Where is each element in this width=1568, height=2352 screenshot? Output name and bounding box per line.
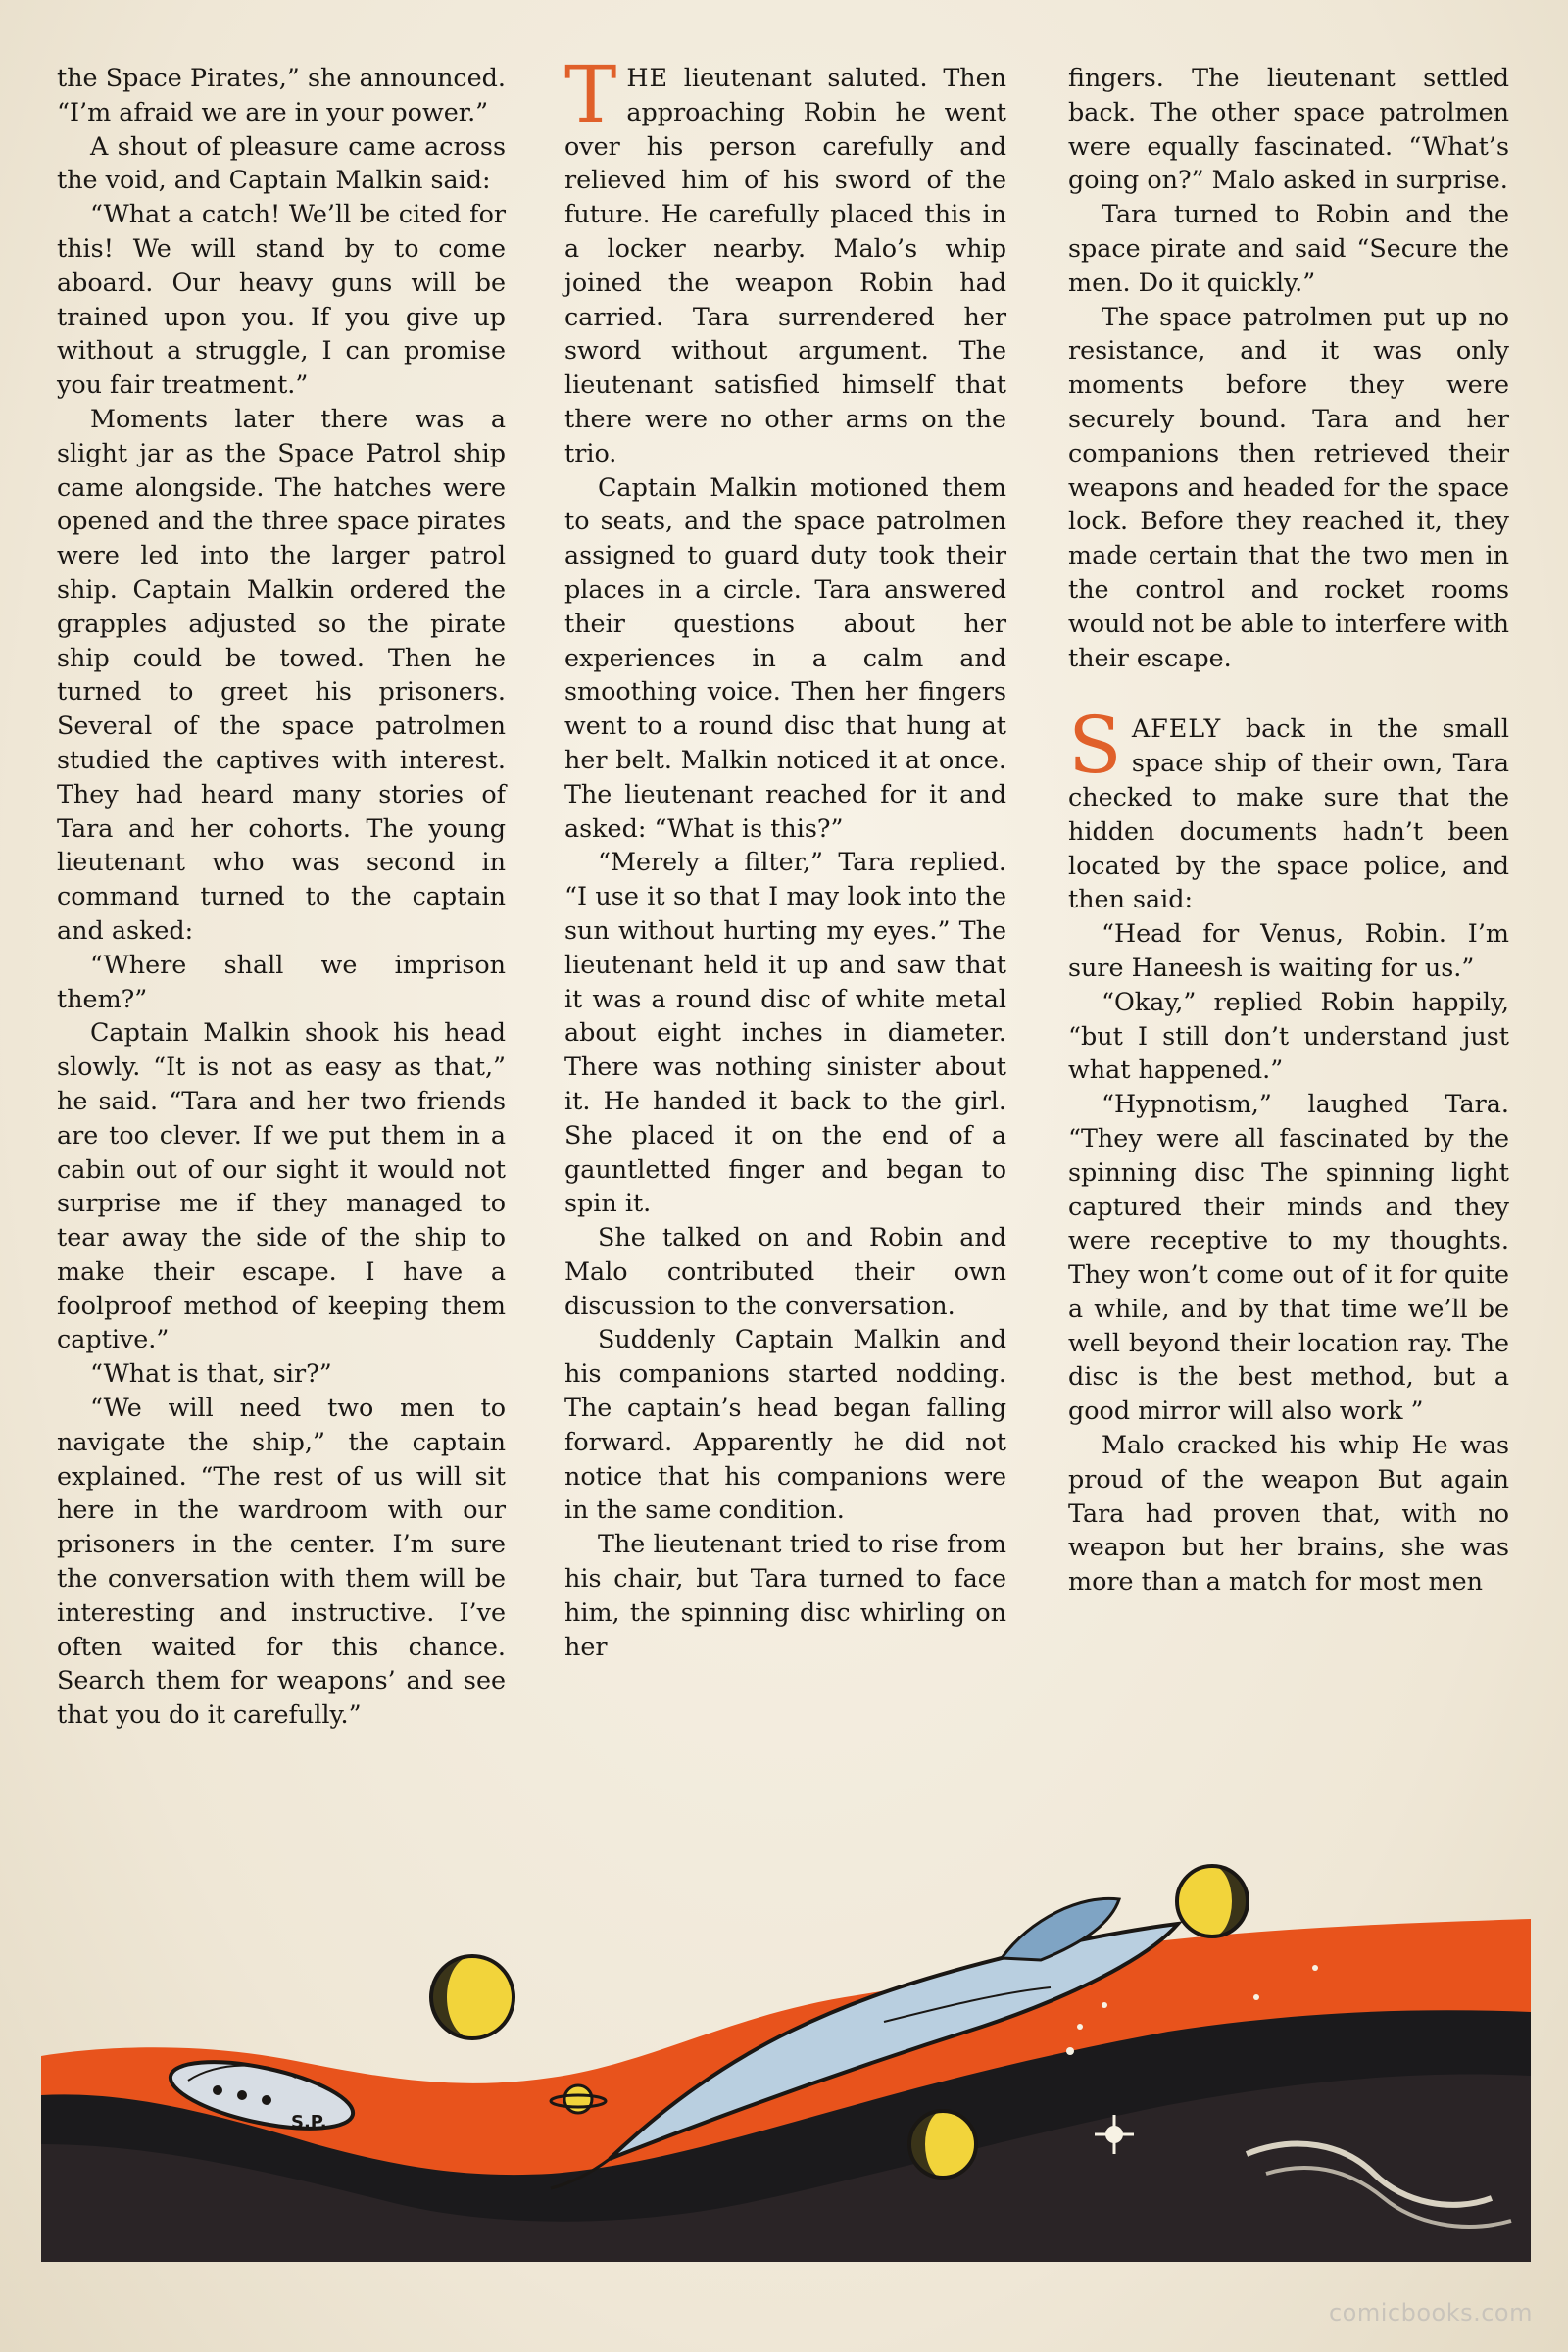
- paragraph: [1068, 700, 1509, 916]
- paragraph: “Okay,” replied Robin happily, “but I still don’t understand just what happened.”: [1068, 986, 1509, 1085]
- paragraph: Moments later there was a slight jar as the Space Patrol ship came alongside. The hatches were opened and the three space pirates were led into the larger patrol ship. Captain Malkin ordered the grapples adjusted so the pirate ship could be towed. Then he turned to greet his prisoners. Several of the space patrolmen studied the captives with interest. They had heard many stories of Tara and her cohorts. The young lieutenant who was second in command turned to the captain and asked:: [57, 403, 506, 945]
- paragraph: “What is that, sir?”: [90, 1358, 332, 1389]
- paragraph: The lieutenant tried to rise from his chair, but Tara turned to face him, the spinning disc whirling on her: [564, 1529, 1006, 1661]
- lead-in: HE: [626, 63, 669, 92]
- paragraph: A shout of pleasure came across the void, and Captain Malkin said:: [57, 130, 506, 195]
- text-column-1: [57, 61, 506, 1732]
- paragraph-text: lieutenant saluted. Then approaching Robin he went over his person carefully and relieved him of his sword of the future. He carefully placed this in a locker nearby. Malo’s whip joined the weapon Robin had carried. Tara surrendered her sword without argument. The lieutenant satisfied himself that there were no other arms on the trio.: [564, 63, 1006, 467]
- paragraph: “We will need two men to navigate the ship,” the captain explained. “The rest of us will sit here in the wardroom with our prisoners in the center. I’m sure the conversation with them will be interesting and instructive. I’ve often waited for this chance. Search them for weapons’ and see that you do it carefully.”: [57, 1393, 506, 1730]
- paragraph: Captain Malkin motioned them to seats, and the space patrolmen assigned to guard duty took their places in a circle. Tara answered their questions about her experiences in a calm and smoothing voice. Then her fingers went to a round disc that hung at her belt. Malkin noticed it at once. The lieutenant reached for it and asked: “What is this?”: [564, 471, 1006, 843]
- paragraph: Captain Malkin shook his head slowly. “It is not as easy as that,” he said. “Tara and her two friends are too clever. If we put them in a cabin out of our sight it would not surprise me if they managed to tear away the side of the ship to make their escape. I have a foolproof method of keeping them captive.”: [57, 1017, 506, 1354]
- planet-icon: [431, 1956, 514, 2038]
- space-illustration: [41, 1850, 1531, 2262]
- paragraph-text: back in the small space ship of their own, Tara checked to make sure that the hidden documents hadn’t been located by the space police, and then said:: [1068, 713, 1509, 914]
- paragraph: “What a catch! We’ll be cited for this! We will stand by to come aboard. Our heavy guns will be trained upon you. If you give up without a struggle, I can promise you fair treatment.”: [57, 199, 506, 400]
- paragraph: Malo cracked his whip He was proud of the weapon But again Tara had proven that, with no weapon but her brains, she was more than a match for most men: [1068, 1430, 1509, 1596]
- planet-icon: [1177, 1866, 1248, 1936]
- section-gap: [1068, 674, 1509, 711]
- paragraph: fingers. The lieutenant settled back. The other space patrolmen were equally fascinated. “What’s going on?” Malo asked in surprise.: [1068, 63, 1509, 195]
- paragraph: Tara turned to Robin and the space pirate and said “Secure the men. Do it quickly.”: [1068, 199, 1509, 297]
- drop-cap: S: [1068, 700, 1122, 792]
- paragraph: [564, 49, 1006, 470]
- text-column-2: [564, 49, 1006, 1663]
- drop-cap: T: [564, 49, 617, 140]
- paragraph: The space patrolmen put up no resistance, and it was only moments before they were securely bound. Tara and her companions then retrieved their weapons and headed for the space lock. Before they reached it, they made certain that the two men in the control and rocket rooms would not be able to interfere with their escape.: [1068, 301, 1509, 672]
- paragraph: “Where shall we imprison them?”: [57, 949, 506, 1013]
- paragraph: “Head for Venus, Robin. I’m sure Haneesh is waiting for us.”: [1068, 918, 1509, 982]
- text-column-3: [1068, 61, 1509, 1598]
- paragraph: Suddenly Captain Malkin and his companions started nodding. The captain’s head began falling forward. Apparently he did not notice that his companions were in the same condition.: [564, 1324, 1006, 1525]
- paragraph: “Hypnotism,” laughed Tara. “They were all fascinated by the spinning disc The spinning light captured their minds and they were receptive to my thoughts. They won’t come out of it for quite a while, and by that time we’ll be well beyond their location ray. The disc is the best method, but a good mirror will also work ”: [1068, 1089, 1509, 1426]
- paragraph: She talked on and Robin and Malo contributed their own discussion to the conversation.: [564, 1222, 1006, 1320]
- planet-icon: [909, 2111, 976, 2178]
- watermark: comicbooks.com: [1328, 2299, 1533, 2327]
- ship-marking: S.P.: [291, 2112, 327, 2132]
- lead-in: AFELY: [1131, 713, 1222, 744]
- paragraph: the Space Pirates,” she announced. “I’m afraid we are in your power.”: [57, 63, 506, 126]
- paragraph: “Merely a filter,” Tara replied. “I use it so that I may look into the sun without hurting my eyes.” The lieutenant held it up and saw that it was a round disc of white metal about eight inches in diameter. There was nothing sinister about it. He handed it back to the girl. She placed it on the end of a gauntletted finger and began to spin it.: [564, 847, 1006, 1218]
